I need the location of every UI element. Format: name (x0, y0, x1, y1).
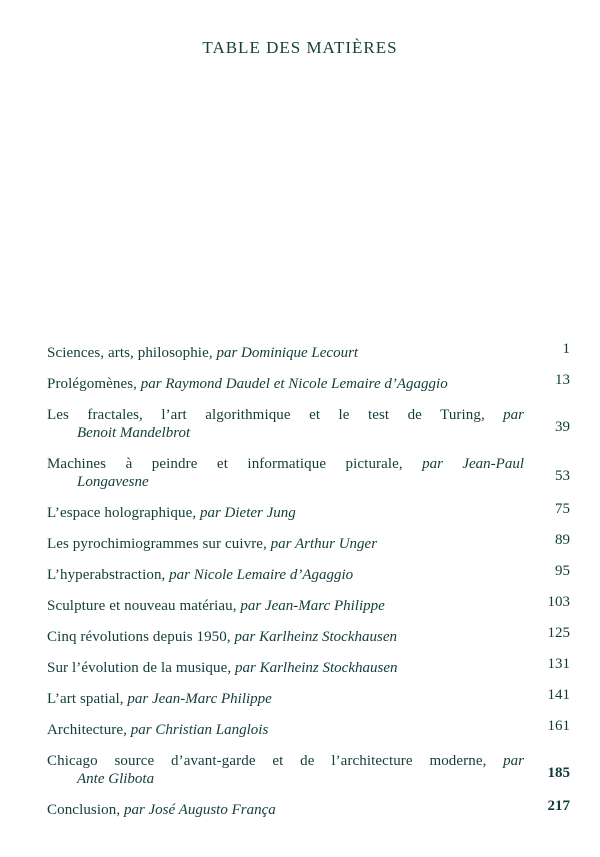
toc-entry-sculpture (47, 594, 572, 615)
entry-author: par (503, 407, 524, 423)
toc-entry-hyperabstraction (47, 563, 572, 584)
entry-text (47, 721, 524, 739)
entry-author: par Karlheinz Stockhausen (234, 660, 398, 676)
toc-entry-art-spatial (47, 687, 572, 708)
page-title: TABLE DES MATIÈRES (202, 38, 398, 57)
page-number: 13 (555, 372, 570, 388)
entry-text (47, 344, 524, 362)
entry-title: Prolégomènes, (47, 376, 138, 392)
toc-entry-chicago (47, 752, 572, 788)
entry-text (47, 752, 524, 770)
page-number: 39 (555, 419, 570, 435)
toc-entry-evolution-musique (47, 656, 572, 677)
entry-author: par (503, 753, 525, 769)
entry-text (47, 628, 524, 646)
entry-title: Machines à peindre et informatique picturale, (47, 456, 403, 472)
entry-title: Architecture, (47, 722, 128, 738)
entry-text (47, 375, 524, 393)
entry-text (47, 406, 524, 424)
page-number: 125 (547, 625, 570, 641)
entry-title: L’hyperabstraction, (47, 567, 166, 583)
page-number: 89 (555, 532, 570, 548)
entry-title: L’art spatial, (47, 691, 124, 707)
entry-title: Cinq révolutions depuis 1950, (47, 629, 231, 645)
entry-title: Sculpture et nouveau matériau, (47, 598, 237, 614)
entry-author-continued: Longavesne (77, 474, 149, 490)
entry-author: par José Augusto França (123, 802, 276, 818)
page-number: 161 (547, 718, 570, 734)
toc-entry-prolegomenes (47, 372, 572, 393)
toc-entry-holographique (47, 501, 572, 522)
entry-text (47, 566, 524, 584)
entry-text (47, 535, 524, 553)
page-number: 75 (555, 501, 570, 517)
page-number: 53 (555, 468, 570, 484)
entry-text (47, 690, 524, 708)
entry-text (47, 597, 524, 615)
entry-author: par Christian Langlois (130, 722, 269, 738)
entry-author: par Arthur Unger (270, 536, 378, 552)
entry-text (47, 455, 524, 473)
toc-entry-conclusion (47, 798, 572, 819)
toc-entry-cinq-revolutions (47, 625, 572, 646)
entry-author: par Jean-Marc Philippe (127, 691, 272, 707)
page-number: 141 (547, 687, 570, 703)
entry-text (47, 801, 524, 819)
page-number: 103 (547, 594, 570, 610)
page-number: 131 (547, 656, 570, 672)
entry-title: Sciences, arts, philosophie, (47, 345, 213, 361)
entry-title: L’espace holographique, (47, 505, 197, 521)
entry-title: Les pyrochimiogrammes sur cuivre, (47, 536, 267, 552)
entry-title: Chicago source d’avant-garde et de l’architecture moderne, (47, 753, 487, 769)
entry-author: par Jean-Paul (422, 456, 524, 472)
entry-text (47, 504, 524, 522)
toc-entry-fractales (47, 406, 572, 442)
entry-author-continued: Ante Glibota (77, 771, 155, 787)
toc-entry-machines (47, 455, 572, 491)
page-number: 95 (555, 563, 570, 579)
toc-entry-architecture (47, 718, 572, 739)
page-number: 1 (562, 341, 570, 357)
entry-author-continued: Benoit Mandelbrot (77, 425, 191, 441)
entry-title: Conclusion, (47, 802, 121, 818)
entry-text (47, 659, 524, 677)
page-number: 217 (547, 798, 570, 814)
toc-entry-pyrochimiogrammes (47, 532, 572, 553)
entry-title: Les fractales, l’art algorithmique et le test de Turing, (47, 407, 485, 423)
entry-author: par Nicole Lemaire d’Agaggio (169, 567, 354, 583)
entry-author: par Dieter Jung (199, 505, 296, 521)
table-of-contents (47, 341, 572, 819)
entry-title: Sur l’évolution de la musique, (47, 660, 232, 676)
toc-entry-sciences (47, 341, 572, 362)
entry-author: par Dominique Lecourt (216, 345, 359, 361)
entry-author: par Karlheinz Stockhausen (234, 629, 397, 645)
page-number: 185 (547, 765, 570, 781)
entry-author: par Raymond Daudel et Nicole Lemaire d’Agaggio (140, 376, 448, 392)
entry-author: par Jean-Marc Philippe (240, 598, 385, 614)
